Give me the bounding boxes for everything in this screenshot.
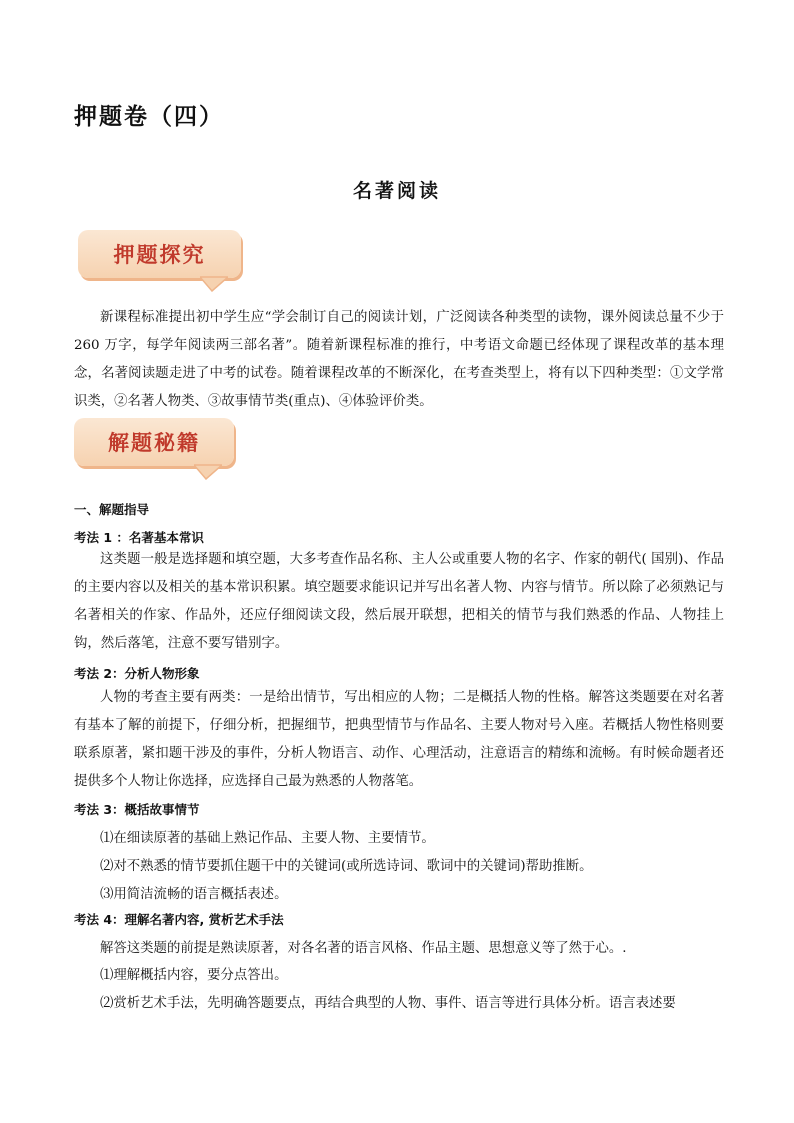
banner-explore-label: 押题探究 — [113, 243, 206, 267]
speech-tail-icon — [194, 464, 222, 480]
method-4-body: 解答这类题的前提是熟读原著，对各名著的语言风格、作品主题、思想意义等了然于心。. — [100, 941, 627, 956]
banner-explore-box — [78, 230, 241, 278]
method-4-item-1: ⑴理解概括内容，要分点答出。 — [100, 968, 288, 983]
method-4-item-2: ⑵赏析艺术手法，先明确答题要点，再结合典型的人物、事件、语言等进行具体分析。语言表述要 — [100, 996, 676, 1011]
method-1-title: 考法 1 ：名著基本常识 — [74, 530, 204, 545]
banner-secrets-label: 解题秘籍 — [108, 431, 200, 455]
document-title: 押题卷（四） — [74, 104, 224, 130]
intro-paragraph: 新课程标准提出初中学生应“学会制订自己的阅读计划，广泛阅读各种类型的读物，课外阅读总量不少于 260 万字，每学年阅读两三部名著”。随着新课程标准的推行，中考语文命题已经体现了课程改革的基本理念，名著阅读题走进了中考的试卷。随着课程改革的不断深化，在考查类型上，将有以下四种类型：①文学常识类，②名著人物类、③故事情节类(重点)、④体验评价类。 — [74, 310, 724, 409]
method-2-title: 考法 2：分析人物形象 — [74, 666, 200, 681]
method-4-title: 考法 4：理解名著内容, 赏析艺术手法 — [74, 912, 284, 927]
document-subtitle: 名著阅读 — [352, 180, 441, 202]
method-3-title: 考法 3：概括故事情节 — [74, 802, 200, 817]
method-1-body: 这类题一般是选择题和填空题，大多考查作品名称、主人公或重要人物的名字、作家的朝代( 国别)、作品的主要内容以及相关的基本常识积累。填空题要求能识记并写出名著人物、内容与情节。所以除了必须熟记与名著相关的作家、作品外，还应仔细阅读文段，然后展开联想，把相关的情节与我们熟悉的作品、人物挂上钩，然后落笔，注意不要写错别字。 — [74, 552, 724, 651]
banner-secrets — [74, 418, 244, 480]
method-2-body: 人物的考查主要有两类：一是给出情节，写出相应的人物；二是概括人物的性格。解答这类题要在对名著有基本了解的前提下，仔细分析，把握细节，把典型情节与作品名、主要人物对号入座。若概括人物性格则要联系原著，紧扣题干涉及的事件，分析人物语言、动作、心理活动，注意语言的精练和流畅。有时候命题者还提供多个人物让你选择，应选择自己最为熟悉的人物落笔。 — [74, 690, 724, 789]
method-3-item-3: ⑶用简洁流畅的语言概括表述。 — [100, 887, 288, 902]
method-3-item-2: ⑵对不熟悉的情节要抓住题干中的关键词(或所选诗词、歌词中的关键词)帮助推断。 — [100, 859, 593, 874]
banner-explore — [78, 230, 248, 292]
banner-secrets-box — [74, 418, 234, 466]
method-3-item-1: ⑴在细读原著的基础上熟记作品、主要人物、主要情节。 — [100, 831, 435, 846]
section-heading: 一、解题指导 — [74, 502, 150, 517]
speech-tail-icon — [200, 276, 228, 292]
